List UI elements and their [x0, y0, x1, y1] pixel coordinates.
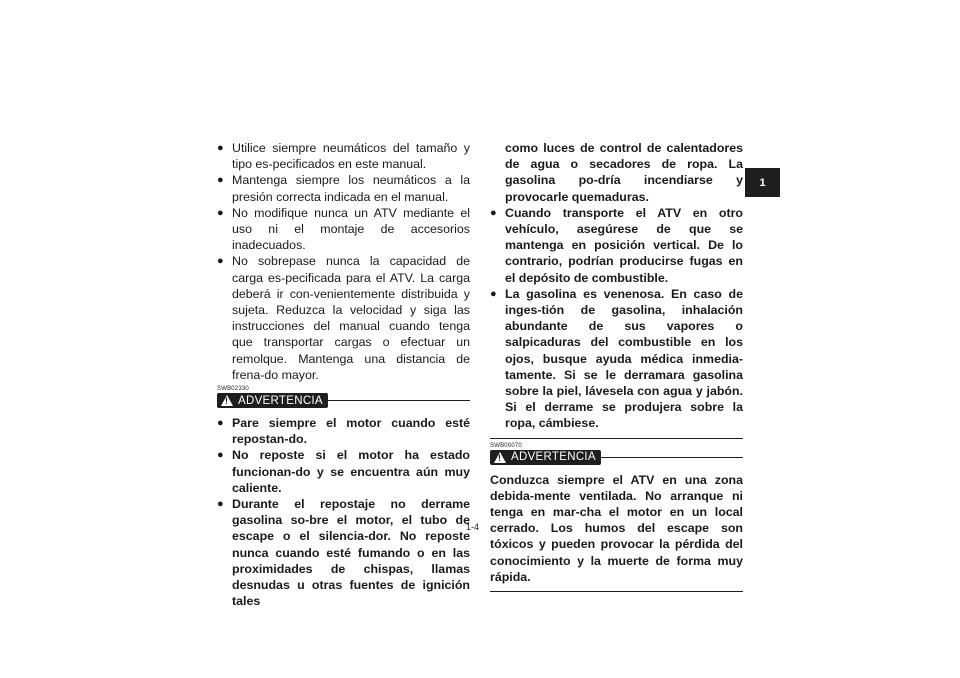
list-item: ● Durante el repostaje no derrame gasolina so-bre el motor, el tubo de escape o el silencia-dor. No reposte nunca cuando esté fumando o en las proximidades de chispas, llamas desnudas u otras fuentes de ignición tales	[217, 497, 470, 609]
warning-text: Conduzca siempre el ATV en una zona debida-mente ventilada. No arranque ni tenga en mar-cha el motor en un local cerrado. Los humos del escape son tóxicos y pueden provocar la pérdida del conocimiento y la muerte de forma muy rápida.	[490, 472, 743, 584]
warning-label: ADVERTENCIA	[511, 451, 596, 464]
warning-header	[490, 450, 743, 466]
bullet-dot-icon: ●	[217, 449, 224, 462]
warning-triangle-icon: !	[494, 452, 506, 463]
warning-header	[217, 393, 470, 409]
list-item: ● Pare siempre el motor cuando esté repostan-do.	[217, 416, 470, 447]
bullet-dot-icon: ●	[217, 174, 224, 187]
continuation-text: como luces de control de calentadores de agua o secadores de ropa. La gasolina po-dría incendiarse y provocarle quemaduras.	[505, 141, 743, 204]
warning-end-rule	[490, 591, 743, 592]
warning-label: ADVERTENCIA	[238, 394, 323, 407]
warning-badge	[490, 450, 601, 465]
list-item: ● Utilice siempre neumáticos del tamaño y tipo es-pecificados en este manual.	[217, 141, 470, 172]
bullet-dot-icon: ●	[217, 498, 224, 511]
warning-triangle-icon: !	[221, 395, 233, 406]
warning-end-rule	[490, 438, 743, 439]
list-item: ● No reposte si el motor ha estado funcionan-do y se encuentra aún muy caliente.	[217, 448, 470, 495]
list-item: ● No sobrepase nunca la capacidad de carga es-pecificada para el ATV. La carga deberá ir con-venientemente distribuida y sujeta. Reduzca la velocidad y siga las instrucciones del manual cuando tenga que transportar cargas o efectuar un remolque. Mantenga una distancia de frena-do mayor.	[217, 254, 470, 382]
general-bullets	[217, 140, 470, 383]
bullet-dot-icon: ●	[217, 206, 224, 219]
warning-bullets-continued	[490, 205, 743, 432]
chapter-tab: 1	[745, 168, 780, 197]
warning-code: SWB02330	[217, 386, 249, 393]
list-item: ● La gasolina es venenosa. En caso de inges-tión de gasolina, inhalación abundante de sus vapores o salpicaduras del combustible en los ojos, busque ayuda médica inmedia-tamente. Si se le derramara gasolina sobre la piel, lávesela con agua y jabón. Si el derrame se produjera sobre la ropa, cámbiese.	[490, 286, 743, 431]
right-column	[490, 140, 743, 592]
warning-code: SWB00070	[490, 442, 522, 449]
list-item: ● Cuando transporte el ATV en otro vehículo, asegúrese de que se mantenga en posición vertical. De lo contrario, podrían producirse fugas en el depósito de combustible.	[490, 205, 743, 285]
list-item: ● No modifique nunca un ATV mediante el uso ni el montaje de accesorios inadecuados.	[217, 205, 470, 253]
left-column	[217, 140, 470, 609]
page-number: 1-4	[466, 522, 480, 532]
warning-bullets	[217, 415, 470, 609]
bullet-dot-icon: ●	[217, 255, 224, 268]
bullet-dot-icon: ●	[490, 206, 497, 219]
bullet-dot-icon: ●	[217, 417, 224, 430]
bullet-dot-icon: ●	[217, 142, 224, 154]
bullet-dot-icon: ●	[490, 287, 497, 300]
list-item: ● Mantenga siempre los neumáticos a la presión correcta indicada en el manual.	[217, 173, 470, 204]
warning-badge	[217, 393, 328, 408]
